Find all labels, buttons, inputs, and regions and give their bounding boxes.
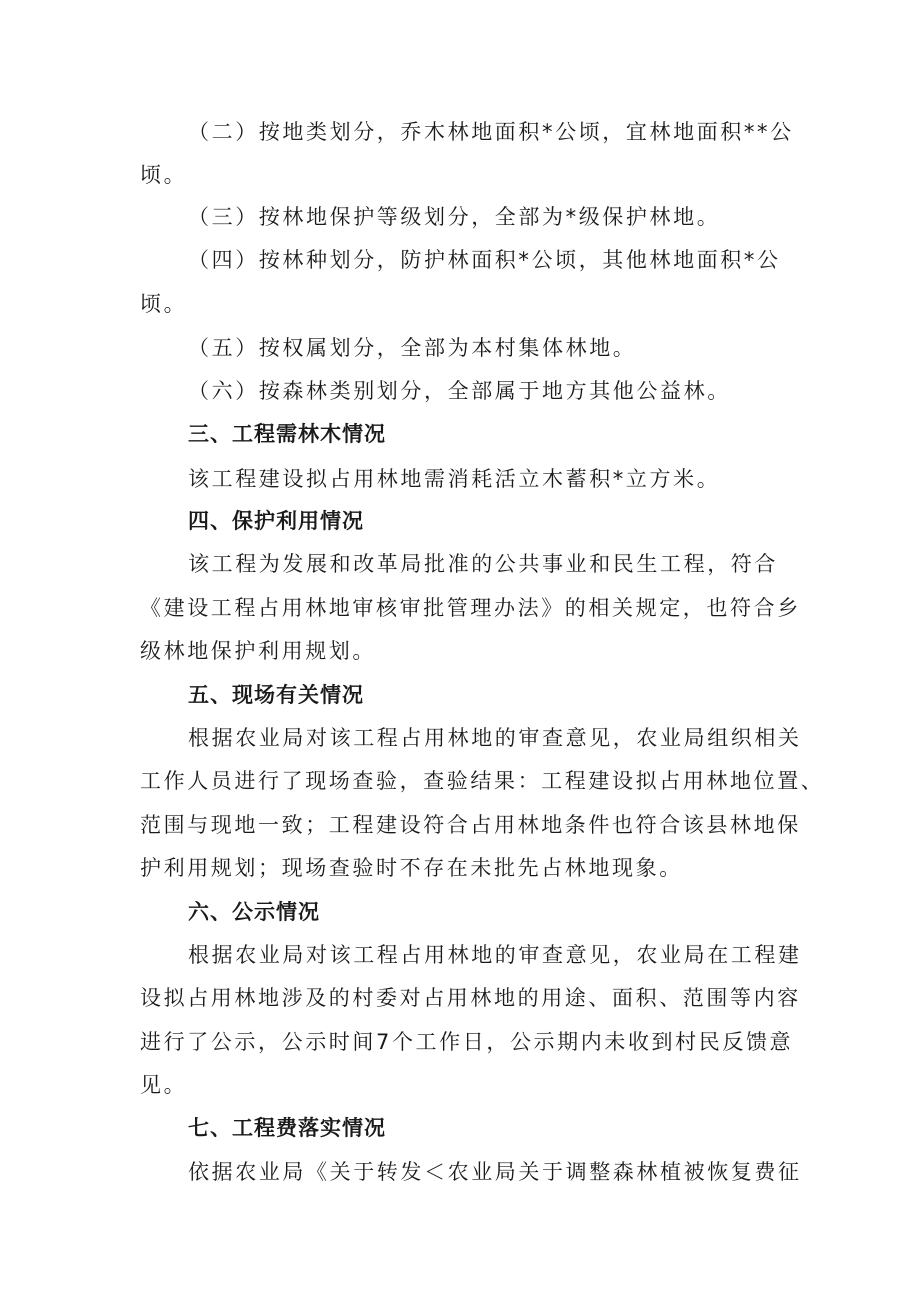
section-heading: 六、公示情况 [188,900,320,924]
paragraph-line: 《建设工程占用林地审核审批管理办法》的相关规定，也符合乡 [140,596,801,620]
paragraph-line: 工作人员进行了现场查验，查验结果：工程建设拟占用林地位置、 [140,769,825,793]
paragraph-line: 该工程建设拟占用林地需消耗活立木蓄积*立方米。 [188,467,721,491]
paragraph-line: 设拟占用林地涉及的村委对占用林地的用途、面积、范围等内容 [140,986,801,1010]
section-heading: 四、保护利用情况 [188,509,364,533]
paragraph-line: 级林地保护利用规划。 [140,639,376,663]
paragraph-line: 根据农业局对该工程占用林地的审查意见，农业局在工程建 [188,943,802,967]
paragraph-line: 依据农业局《关于转发＜农业局关于调整森林植被恢复费征 [188,1160,802,1184]
section-heading: 三、工程需林木情况 [188,422,386,446]
paragraph-line: 根据农业局对该工程占用林地的审查意见，农业局组织相关 [188,726,802,750]
paragraph-line: 顷。 [140,163,188,187]
paragraph-line: （六）按森林类别划分，全部属于地方其他公益林。 [188,379,731,403]
paragraph-line: 进行了公示，公示时间7个工作日，公示期内未收到村民反馈意 [140,1030,794,1054]
paragraph-line: 范围与现地一致；工程建设符合占用林地条件也符合该县林地保 [140,813,801,837]
section-heading: 七、工程费落实情况 [188,1116,386,1140]
paragraph-line: 该工程为发展和改革局批准的公共事业和民生工程，符合 [188,552,778,576]
paragraph-line: 护利用规划；现场查验时不存在未批先占林地现象。 [140,856,683,880]
paragraph-line: （二）按地类划分，乔木林地面积*公顷，宜林地面积**公 [188,120,794,144]
paragraph-line: 顷。 [140,292,188,316]
paragraph-line: （五）按权属划分，全部为本村集体林地。 [188,336,637,360]
paragraph-line: （四）按林种划分，防护林面积*公顷，其他林地面积*公 [188,248,781,272]
paragraph-line: （三）按林地保护等级划分，全部为*级保护林地。 [188,205,721,229]
section-heading: 五、现场有关情况 [188,683,364,707]
paragraph-line: 见。 [140,1073,188,1097]
